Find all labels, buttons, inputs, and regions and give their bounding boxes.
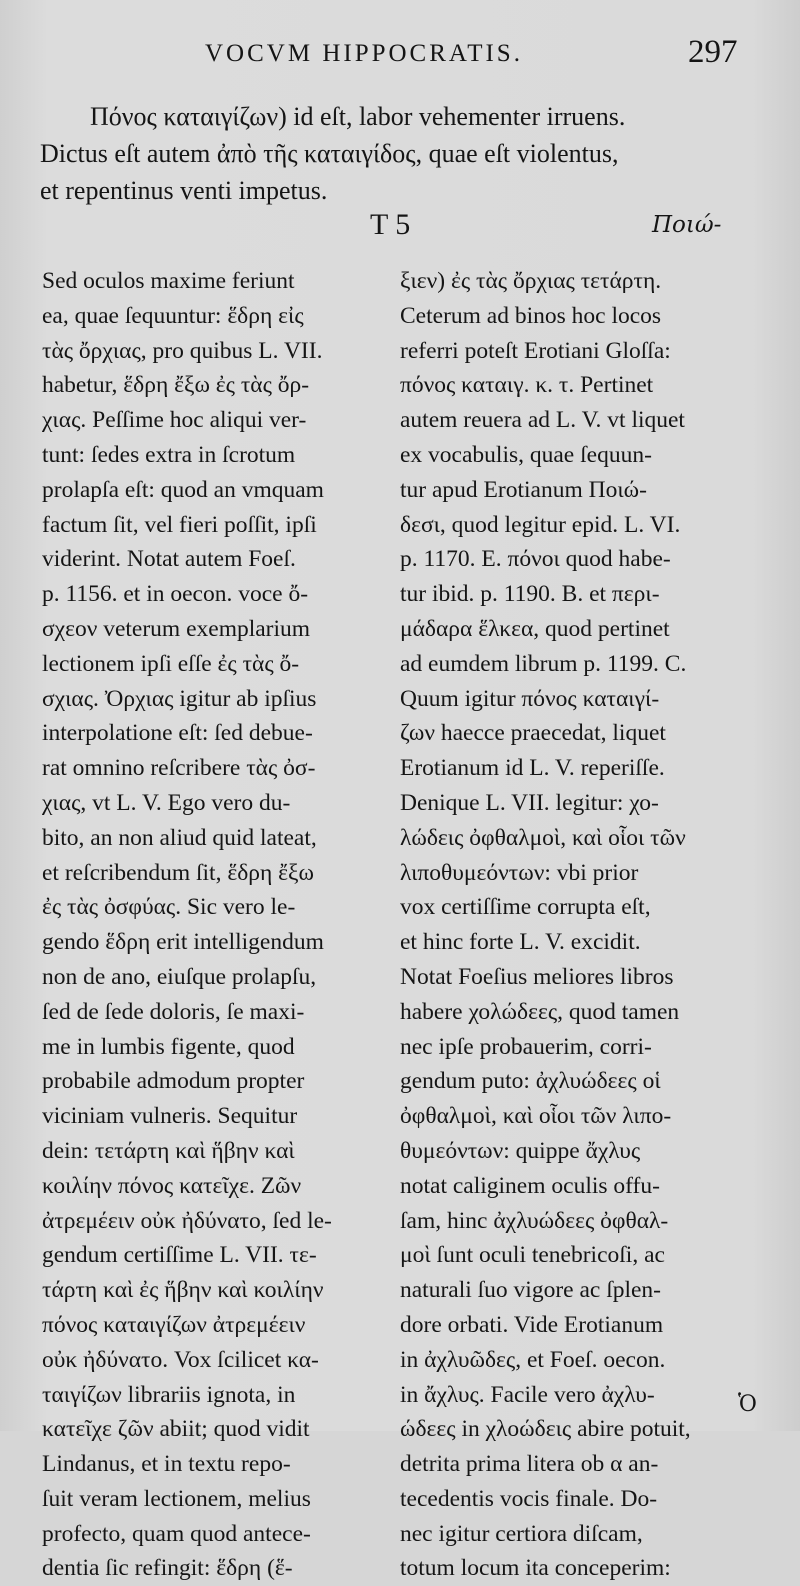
- left-column-line: viciniam vulneris. Sequitur: [42, 1103, 298, 1130]
- left-column-line: prolapſa eſt: quod an vmquam: [42, 476, 324, 503]
- left-column-line: p. 1156. et in oecon. voce ὄ-: [42, 581, 309, 608]
- right-column-line: nec igitur certiora diſcam,: [400, 1520, 643, 1547]
- right-column-line: θυμεόντων: quippe ἄχλυς: [400, 1137, 641, 1164]
- left-column-line: interpolatione eſt: ſed debue-: [42, 720, 313, 747]
- left-column-line: rat omnino reſcribere τὰς ὀσ-: [42, 755, 316, 782]
- right-column-line: μάδαρα ἕλκεα, quod pertinet: [400, 615, 670, 642]
- right-column: [400, 264, 762, 1586]
- right-column-line: ex vocabulis, quae ſequun-: [400, 441, 652, 468]
- right-column-line: tecedentis vocis finale. Do-: [400, 1485, 658, 1512]
- left-column-line: probabile admodum propter: [42, 1068, 305, 1095]
- left-column: [42, 264, 390, 1586]
- page-number: 297: [688, 34, 738, 70]
- right-column-line: λιποθυμεόντων: vbi prior: [400, 859, 639, 886]
- right-column-line: habere χολώδεες, quod tamen: [400, 998, 680, 1025]
- left-column-line: lectionem ipſi eſſe ἐς τὰς ὄ-: [42, 650, 300, 677]
- left-column-line: habetur, ἕδρη ἔξω ἐς τὰς ὄρ-: [42, 372, 310, 399]
- left-column-line: κοιλίην πόνος κατεῖχε. Ζῶν: [42, 1172, 302, 1199]
- right-column-line: Denique L. VII. legitur: χο-: [400, 789, 659, 816]
- right-column-line: et hinc forte L. V. excidit.: [400, 929, 641, 956]
- right-column-line: ζων haecce praecedat, liquet: [400, 720, 666, 747]
- left-column-line: χιας. Peſſime hoc aliqui ver-: [42, 407, 307, 434]
- catchword-top: Ποιώ-: [652, 212, 722, 238]
- left-column-line: κατεῖχε ζῶν abiit; quod vidit: [42, 1416, 310, 1443]
- left-column-line: τάρτη καὶ ἐς ἥβην καὶ κοιλίην: [42, 1277, 324, 1304]
- left-column-line: σχιας. Ὀρχιας igitur ab ipſius: [42, 685, 317, 712]
- left-column-line: ἀτρεμέειν οὐκ ἠδύνατο, ſed le-: [42, 1207, 332, 1234]
- page-header: [0, 34, 800, 84]
- running-head: VOCVM HIPPOCRATIS.: [205, 40, 523, 67]
- left-column-line: et reſcribendum ſit, ἕδρη ἔξω: [42, 859, 314, 886]
- right-column-line: in ἄχλυς. Facile vero ἀχλυ-: [400, 1381, 655, 1408]
- right-column-line: notat caliginem oculis offu-: [400, 1172, 660, 1199]
- right-column-line: ὀφθαλμοὶ, καὶ οἷοι τῶν λιπο-: [400, 1103, 672, 1130]
- intro-line: Dictus eſt autem ἀπὸ τῆς καταιγίδος, quae eſt violentus,: [40, 139, 619, 168]
- signature-line: [0, 208, 800, 248]
- left-column-line: οὐκ ἠδύνατο. Vox ſcilicet κα-: [42, 1346, 319, 1373]
- left-column-line: χιας, vt L. V. Ego vero du-: [42, 789, 291, 816]
- right-column-line: πόνος καταιγ. κ. τ. Pertinet: [400, 372, 654, 399]
- left-column-line: non de ano, eiuſque prolapſu,: [42, 963, 317, 990]
- left-column-line: profecto, quam quod antece-: [42, 1520, 311, 1547]
- left-column-line: τὰς ὄρχιας, pro quibus L. VII.: [42, 337, 323, 364]
- intro-line: et repentinus venti impetus.: [40, 176, 328, 205]
- right-column-line: λώδεις ὀφθαλμοὶ, καὶ οἷοι τῶν: [400, 824, 686, 851]
- left-column-line: gendum certiſſime L. VII. τε-: [42, 1242, 317, 1269]
- left-column-line: ea, quae ſequuntur: ἕδρη εἰς: [42, 302, 304, 329]
- left-column-line: dein: τετάρτη καὶ ἥβην καὶ: [42, 1137, 295, 1164]
- signature-mark: T 5: [370, 208, 411, 241]
- left-column-line: σχεον veterum exemplarium: [42, 615, 311, 642]
- right-column-line: dore orbati. Vide Erotianum: [400, 1311, 664, 1338]
- intro-line: Πόνος καταιγίζων) id eſt, labor vehementer irruens.: [90, 102, 626, 131]
- left-column-line: me in lumbis figente, quod: [42, 1033, 295, 1060]
- right-column-line: ξιεν) ἐς τὰς ὄρχιας τετάρτη.: [400, 268, 662, 294]
- left-column-line: factum ſit, vel fieri poſſit, ipſi: [42, 511, 317, 538]
- right-column-line: in ἀχλυῶδες, et Foeſ. oecon.: [400, 1346, 666, 1373]
- right-column-line: Erotianum id L. V. reperiſſe.: [400, 755, 665, 782]
- right-column-line: vox certiſſime corrupta eſt,: [400, 894, 651, 921]
- left-column-line: tunt: ſedes extra in ſcrotum: [42, 441, 296, 468]
- left-column-line: bito, an non aliud quid lateat,: [42, 824, 317, 851]
- left-column-line: ſed de ſede doloris, ſe maxi-: [42, 998, 305, 1025]
- right-column-line: tur ibid. p. 1190. B. et περι-: [400, 581, 660, 608]
- right-column-line: ad eumdem librum p. 1199. C.: [400, 650, 687, 677]
- right-column-line: Ceterum ad binos hoc locos: [400, 302, 662, 329]
- right-column-line: totum locum ita conceperim:: [400, 1555, 671, 1582]
- intro-paragraph: [40, 98, 760, 209]
- right-column-line: δεσι, quod legitur epid. L. VI.: [400, 511, 681, 538]
- two-column-body: [0, 264, 800, 1582]
- right-column-line: referri poteſt Erotiani Gloſſa:: [400, 337, 671, 364]
- right-column-line: Quum igitur πόνος καταιγί-: [400, 685, 660, 712]
- catchword-bottom: Ὁ: [738, 1392, 757, 1417]
- left-column-line: ταιγίζων librariis ignota, in: [42, 1381, 296, 1408]
- right-column-line: ώδεες in χλοώδεις abire potuit,: [400, 1416, 691, 1443]
- left-column-line: πόνος καταιγίζων ἀτρεμέειν: [42, 1311, 306, 1338]
- left-column-line: ἐς τὰς ὀσφύας. Sic vero le-: [42, 894, 296, 921]
- left-column-line: Sed oculos maxime feriunt: [42, 268, 295, 294]
- right-column-line: μοὶ ſunt oculi tenebricoſi, ac: [400, 1242, 665, 1269]
- left-column-line: dentia ſic refingit: ἕδρη (ἕ-: [42, 1555, 293, 1582]
- right-column-line: tur apud Erotianum Ποιώ-: [400, 476, 647, 503]
- right-column-line: ſam, hinc ἀχλυώδεες ὀφθαλ-: [400, 1207, 669, 1234]
- right-column-line: autem reuera ad L. V. vt liquet: [400, 407, 685, 434]
- right-column-line: nec ipſe probauerim, corri-: [400, 1033, 652, 1060]
- right-column-line: naturali ſuo vigore ac ſplen-: [400, 1277, 662, 1304]
- right-column-line: p. 1170. E. πόνοι quod habe-: [400, 546, 671, 573]
- left-column-line: viderint. Notat autem Foeſ.: [42, 546, 296, 573]
- right-column-line: Notat Foeſius meliores libros: [400, 963, 674, 990]
- left-column-line: ſuit veram lectionem, melius: [42, 1485, 311, 1512]
- left-column-line: gendo ἕδρη erit intelligendum: [42, 929, 324, 956]
- left-column-line: Lindanus, et in textu repo-: [42, 1451, 291, 1478]
- right-column-line: detrita prima litera ob α an-: [400, 1451, 659, 1478]
- right-column-line: gendum puto: ἀχλυώδεες οἱ: [400, 1068, 661, 1095]
